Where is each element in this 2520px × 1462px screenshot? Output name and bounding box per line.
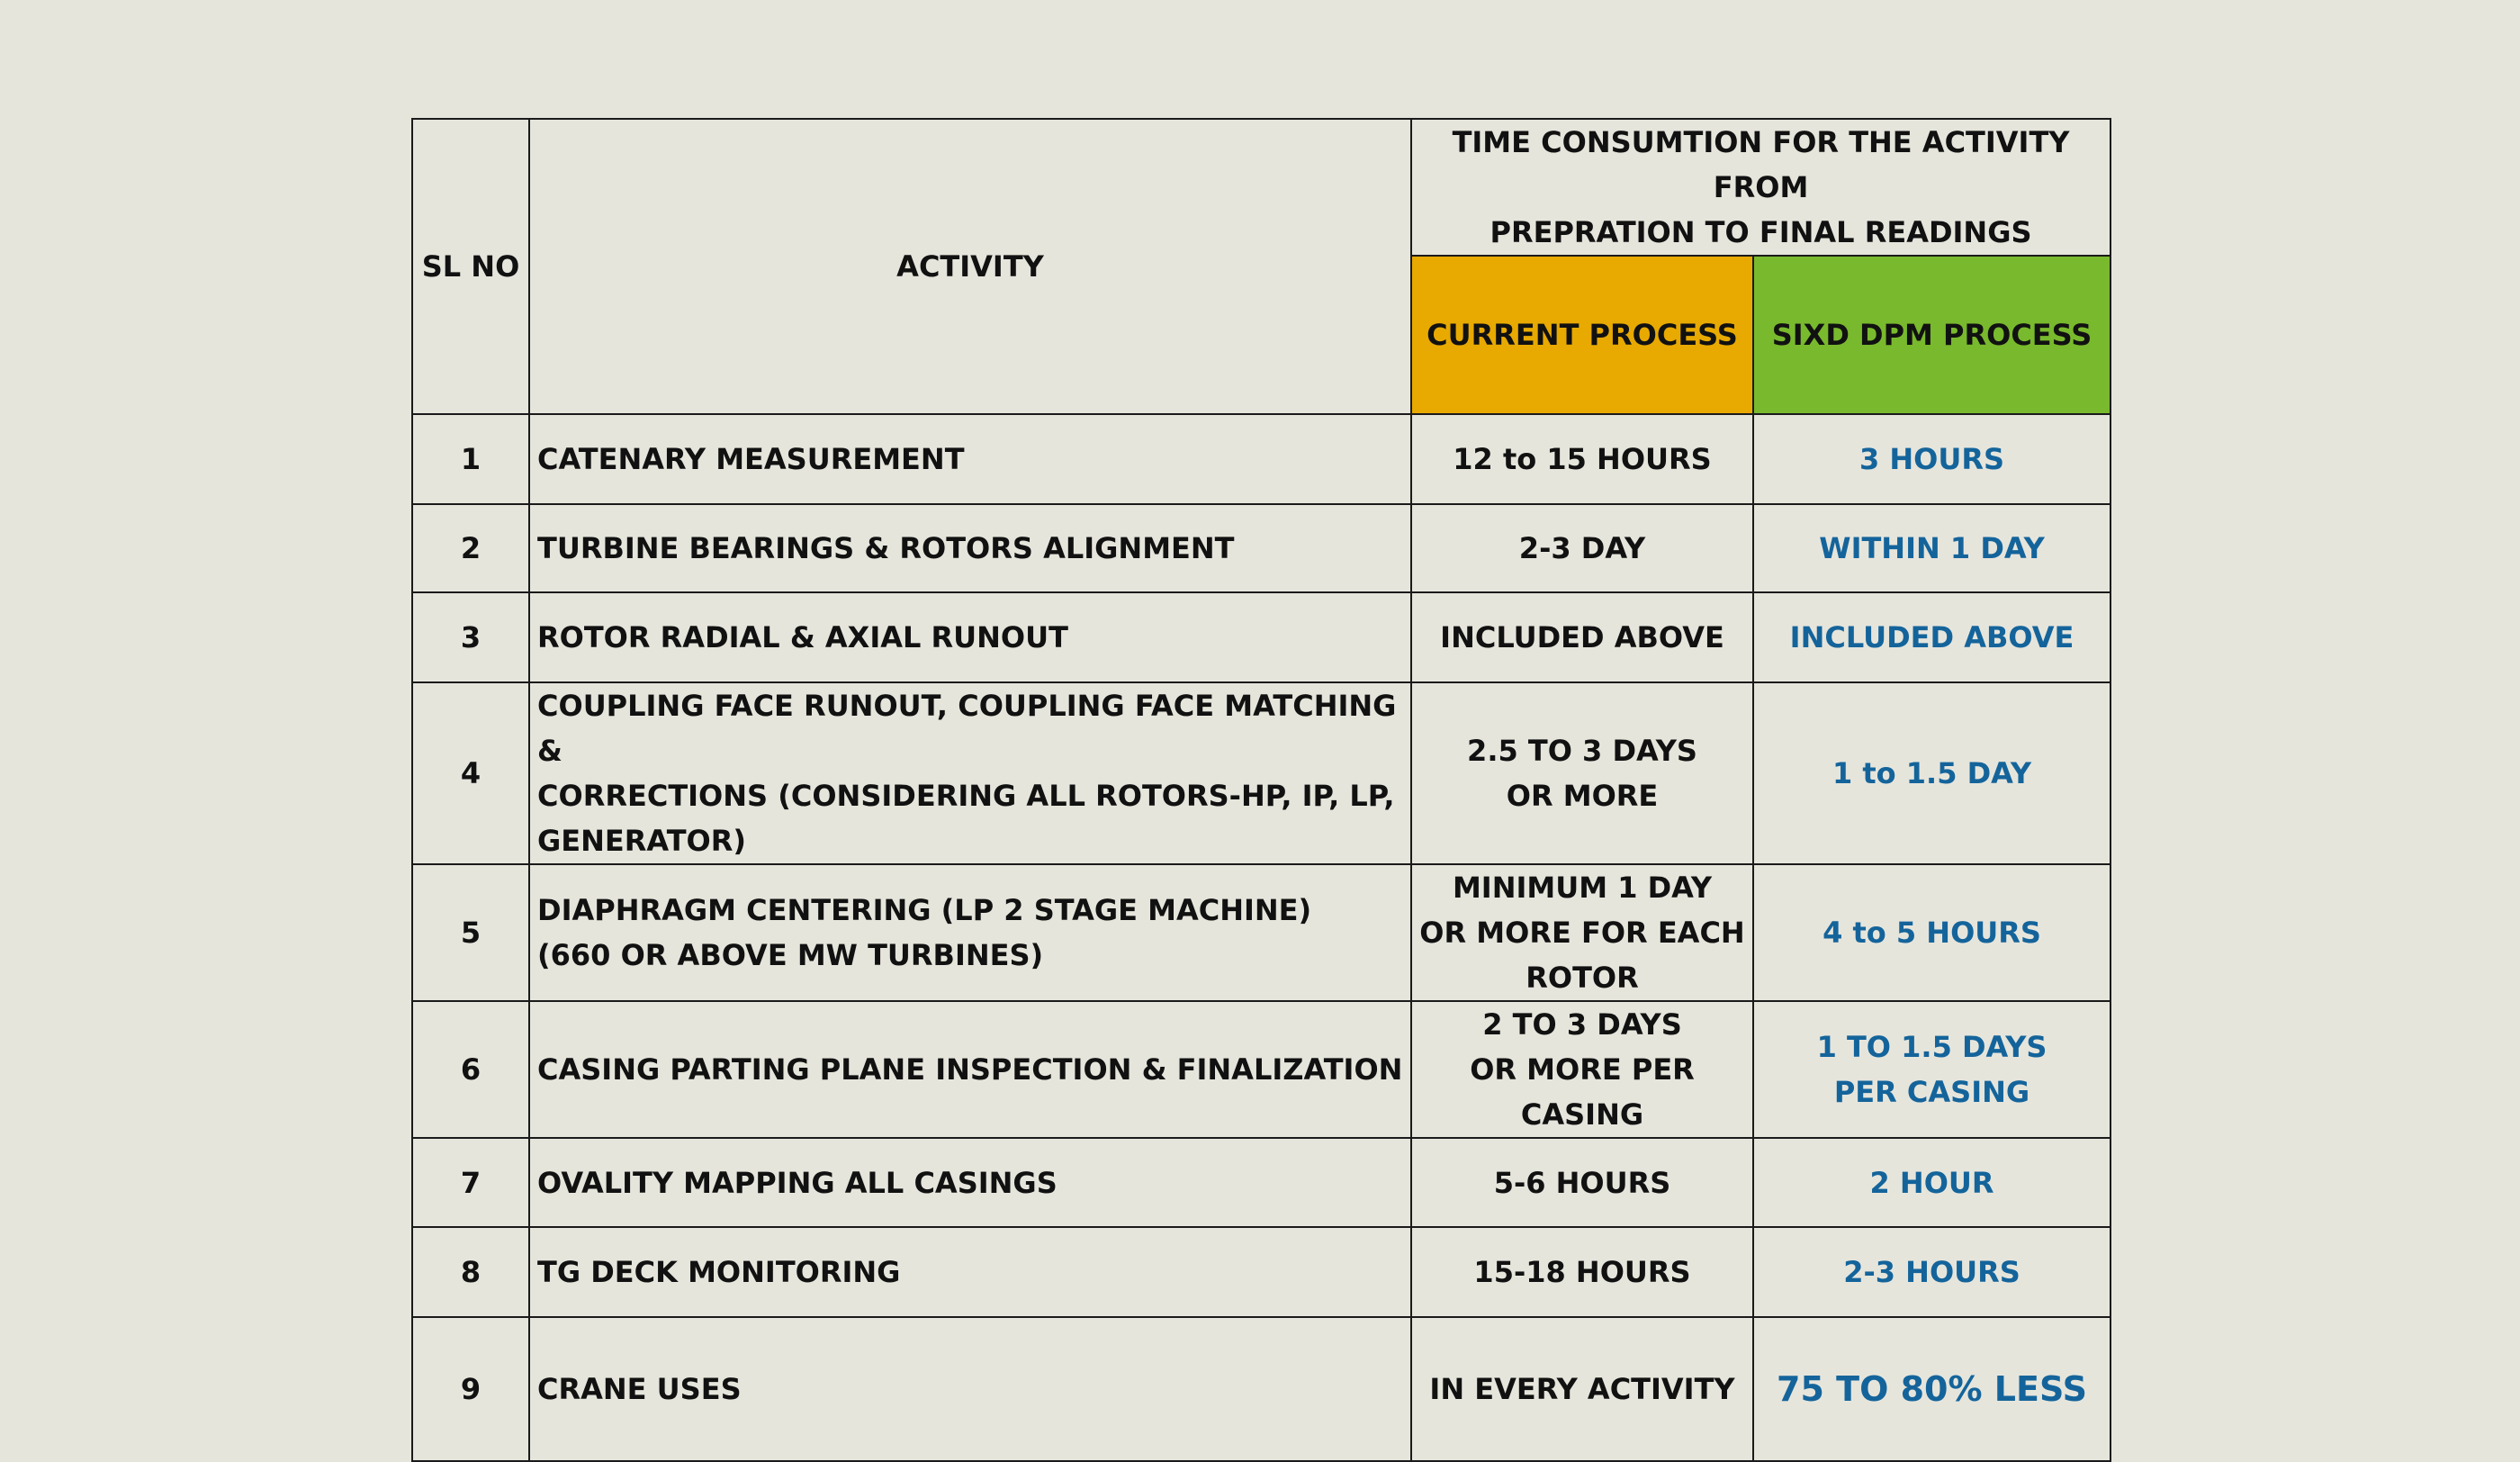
cell-activity-line: CASING PARTING PLANE INSPECTION & FINALIZATION xyxy=(537,1052,1403,1087)
cell-current-process xyxy=(1411,1001,1753,1138)
cell-current-process xyxy=(1411,682,1753,864)
header-time-line-1: TIME CONSUMTION FOR THE ACTIVITY FROM xyxy=(1452,125,2070,204)
cell-activity-line: DIAPHRAGM CENTERING (LP 2 STAGE MACHINE) xyxy=(537,893,1312,927)
cell-sixd-process xyxy=(1753,1001,2110,1138)
cell-activity xyxy=(529,864,1411,1001)
cell-sl-no: 3 xyxy=(412,592,529,682)
cell-sixd-process-line: WITHIN 1 DAY xyxy=(1819,531,2045,565)
table-row xyxy=(412,1001,2110,1138)
cell-sixd-process-line: PER CASING xyxy=(1833,1075,2030,1109)
header-time-line-2: PREPRATION TO FINAL READINGS xyxy=(1490,215,2032,249)
cell-current-process-line: OR MORE xyxy=(1506,779,1659,813)
table-row xyxy=(412,1317,2110,1461)
cell-activity xyxy=(529,592,1411,682)
table-row xyxy=(412,504,2110,592)
table-row xyxy=(412,682,2110,864)
cell-current-process-line: 2.5 TO 3 DAYS xyxy=(1467,734,1697,768)
header-current-process: CURRENT PROCESS xyxy=(1411,256,1753,414)
cell-current-process-line: INCLUDED ABOVE xyxy=(1440,620,1724,654)
cell-activity xyxy=(529,414,1411,504)
cell-sixd-process xyxy=(1753,504,2110,592)
cell-sixd-process-line: 1 to 1.5 DAY xyxy=(1832,756,2032,790)
cell-sixd-process xyxy=(1753,864,2110,1001)
cell-sl-no: 8 xyxy=(412,1227,529,1317)
table-row xyxy=(412,414,2110,504)
header-activity: ACTIVITY xyxy=(529,119,1411,414)
cell-sixd-process xyxy=(1753,1317,2110,1461)
cell-sixd-process xyxy=(1753,414,2110,504)
cell-current-process xyxy=(1411,864,1753,1001)
cell-current-process xyxy=(1411,504,1753,592)
cell-current-process-line: 2-3 DAY xyxy=(1518,531,1646,565)
cell-sixd-process xyxy=(1753,1227,2110,1317)
cell-current-process-line: 5-6 HOURS xyxy=(1493,1165,1671,1200)
cell-activity-line: TURBINE BEARINGS & ROTORS ALIGNMENT xyxy=(537,531,1235,565)
cell-sl-no: 4 xyxy=(412,682,529,864)
cell-sixd-process-line: 75 TO 80% LESS xyxy=(1777,1369,2087,1409)
cell-activity-line: CRANE USES xyxy=(537,1372,742,1406)
cell-sixd-process-line: 2-3 HOURS xyxy=(1843,1255,2020,1289)
cell-activity xyxy=(529,682,1411,864)
cell-activity-line: TG DECK MONITORING xyxy=(537,1255,901,1289)
cell-current-process-line: OR MORE PER CASING xyxy=(1470,1052,1695,1132)
cell-current-process xyxy=(1411,414,1753,504)
cell-activity xyxy=(529,1138,1411,1227)
table-row xyxy=(412,1138,2110,1227)
cell-sixd-process-line: INCLUDED ABOVE xyxy=(1789,620,2074,654)
table-row xyxy=(412,864,2110,1001)
cell-sl-no: 9 xyxy=(412,1317,529,1461)
cell-activity xyxy=(529,1001,1411,1138)
cell-current-process-line: 15-18 HOURS xyxy=(1473,1255,1691,1289)
cell-current-process xyxy=(1411,1317,1753,1461)
cell-sixd-process xyxy=(1753,592,2110,682)
header-sl-no: SL NO xyxy=(412,119,529,414)
cell-sl-no: 7 xyxy=(412,1138,529,1227)
header-time-consumption xyxy=(1411,119,2110,256)
cell-activity xyxy=(529,504,1411,592)
cell-sl-no: 6 xyxy=(412,1001,529,1138)
cell-current-process xyxy=(1411,1138,1753,1227)
cell-sixd-process xyxy=(1753,682,2110,864)
table-row xyxy=(412,1227,2110,1317)
cell-sixd-process-line: 1 TO 1.5 DAYS xyxy=(1816,1030,2048,1064)
cell-sixd-process-line: 3 HOURS xyxy=(1858,442,2005,476)
cell-current-process-line: 2 TO 3 DAYS xyxy=(1482,1007,1682,1042)
cell-current-process-line: IN EVERY ACTIVITY xyxy=(1429,1372,1735,1406)
cell-activity-line: COUPLING FACE RUNOUT, COUPLING FACE MATCHING & xyxy=(537,689,1397,768)
cell-sl-no: 1 xyxy=(412,414,529,504)
cell-current-process-line: MINIMUM 1 DAY xyxy=(1452,871,1713,905)
cell-activity-line: GENERATOR) xyxy=(537,824,746,858)
cell-sl-no: 2 xyxy=(412,504,529,592)
cell-sixd-process xyxy=(1753,1138,2110,1227)
cell-activity-line: CATENARY MEASUREMENT xyxy=(537,442,965,476)
table-row xyxy=(412,592,2110,682)
cell-current-process xyxy=(1411,1227,1753,1317)
cell-sixd-process-line: 2 HOUR xyxy=(1869,1165,1994,1200)
cell-activity-line: OVALITY MAPPING ALL CASINGS xyxy=(537,1165,1058,1200)
cell-activity xyxy=(529,1227,1411,1317)
cell-sixd-process-line: 4 to 5 HOURS xyxy=(1822,916,2041,950)
cell-activity-line: (660 OR ABOVE MW TURBINES) xyxy=(537,938,1044,972)
cell-current-process-line: 12 to 15 HOURS xyxy=(1453,442,1712,476)
cell-current-process xyxy=(1411,592,1753,682)
cell-current-process-line: ROTOR xyxy=(1526,961,1639,995)
header-sixd-process: SIXD DPM PROCESS xyxy=(1753,256,2110,414)
cell-sl-no: 5 xyxy=(412,864,529,1001)
header-row-1 xyxy=(412,119,2110,256)
cell-activity-line: ROTOR RADIAL & AXIAL RUNOUT xyxy=(537,620,1068,654)
cell-activity-line: CORRECTIONS (CONSIDERING ALL ROTORS-HP, IP, LP, xyxy=(537,779,1395,813)
cell-current-process-line: OR MORE FOR EACH xyxy=(1419,916,1745,950)
cell-activity xyxy=(529,1317,1411,1461)
time-comparison-table xyxy=(411,118,2111,1462)
